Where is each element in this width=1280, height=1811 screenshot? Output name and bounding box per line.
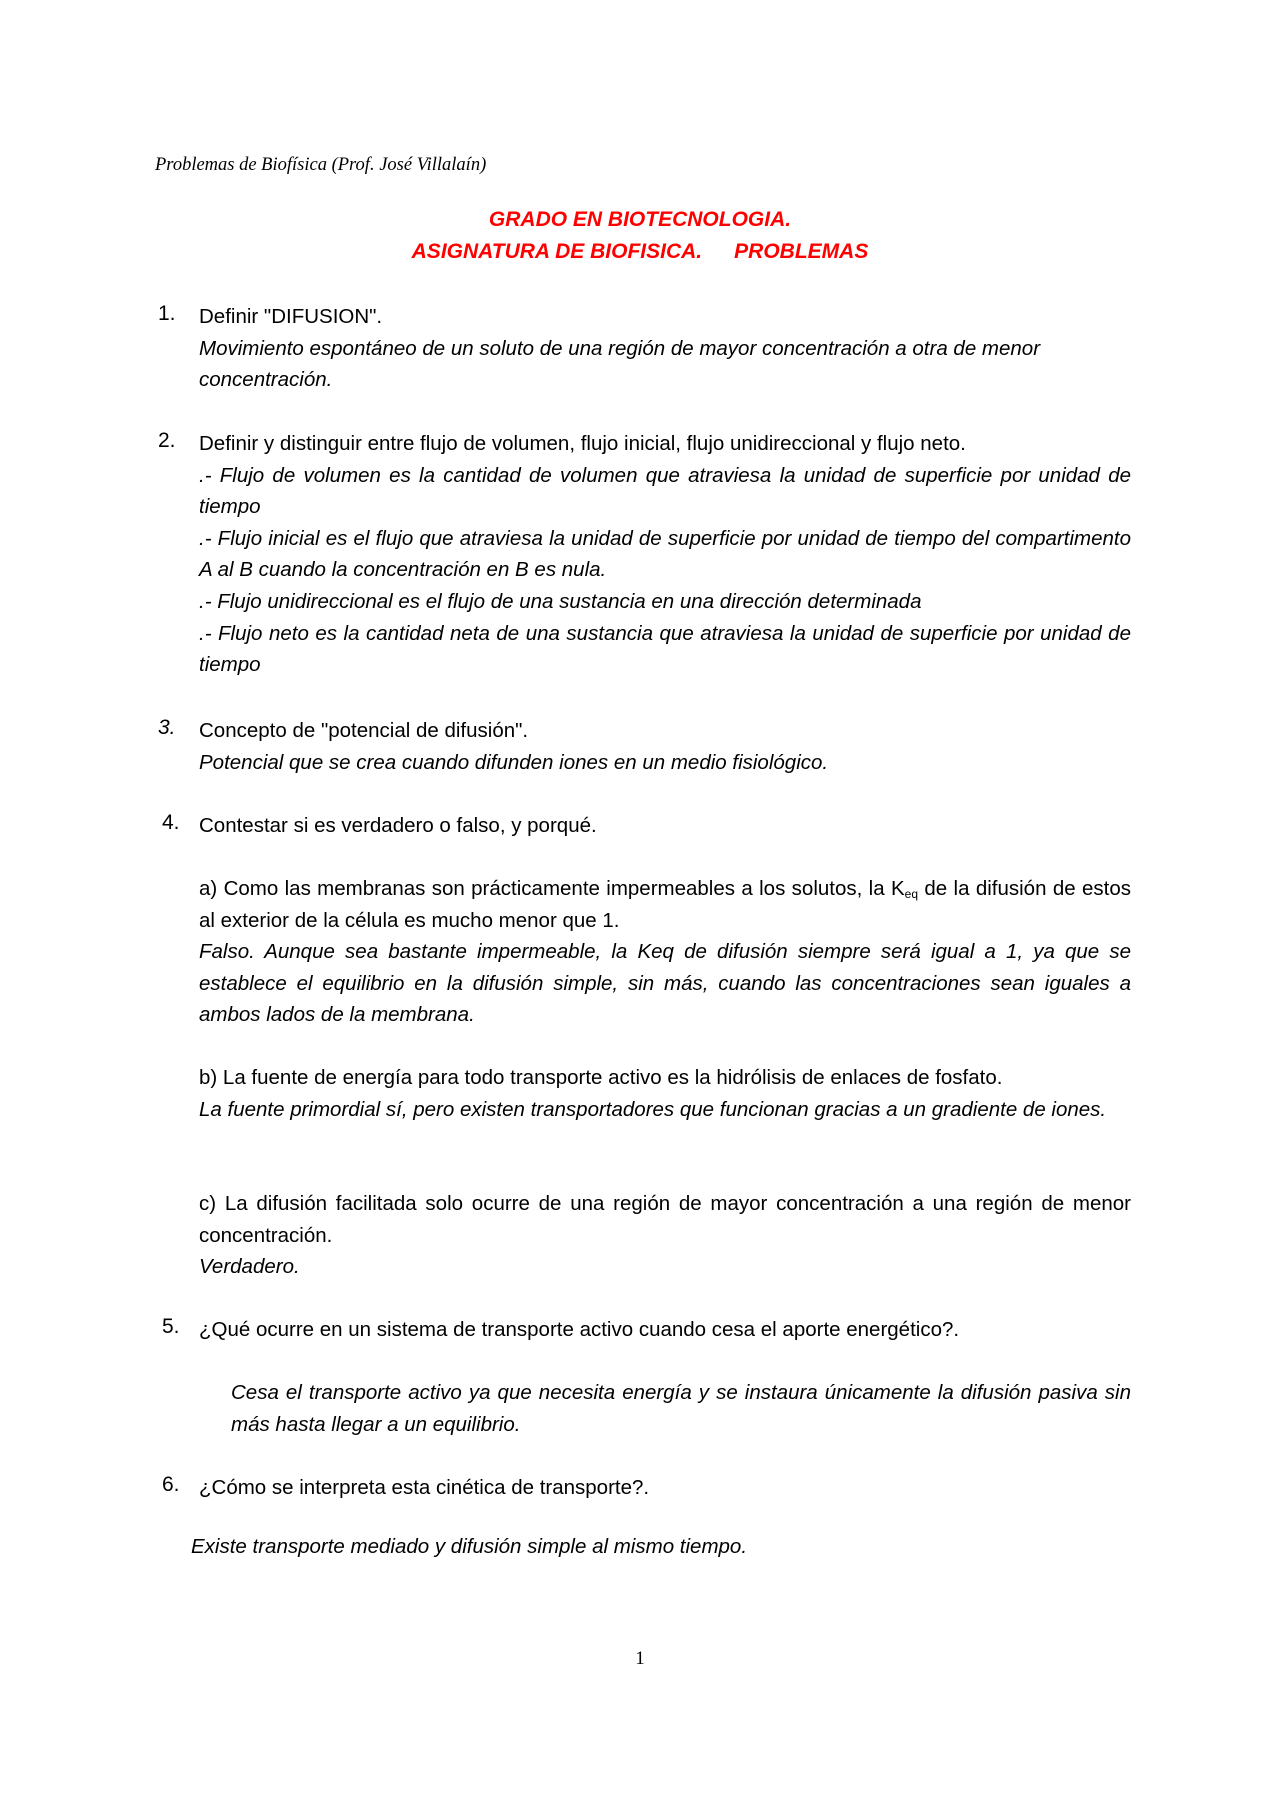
q4c-question: c) La difusión facilitada solo ocurre de una región de mayor concentración a una región de menor concentración. [199,1192,1131,1247]
q2-number: 2. [158,429,176,452]
q2-block [199,428,1131,681]
q5-answer: Cesa el transporte activo ya que necesita energía y se instaura únicamente la difusión pasiva sin más hasta llegar a un equilibrio. [231,1381,1131,1436]
q4-part-a [199,873,1131,1031]
q3-block [199,715,1131,778]
q4-part-c [199,1188,1131,1283]
q1-answer: Movimiento espontáneo de un soluto de una región de mayor concentración a otra de menor concentración. [199,336,1041,392]
q5-number: 5. [162,1315,180,1338]
q4a-question: a) Como las membranas son prácticamente impermeables a los solutos, la $K_{eq}$ de la difusión de estos al exterior de la célula es mucho menor que 1. [199,877,1131,932]
title-line-1: GRADO EN BIOTECNOLOGIA. [488,208,792,231]
q4b-answer: La fuente primordial sí, pero existen transportadores que funcionan gracias a un gradiente de iones. [199,1097,1107,1121]
q3-answer: Potencial que se crea cuando difunden iones en un medio fisiológico. [199,750,829,774]
q3-question: Concepto de "potencial de difusión". [199,719,529,742]
q1-block [199,301,1131,396]
q4c-answer: Verdadero. [199,1255,300,1279]
q5-block [199,1314,1131,1346]
title-problems: PROBLEMAS [734,240,869,263]
q4-block [199,810,1131,842]
q6-question: ¿Cómo se interpreta esta cinética de transporte?. [199,1476,650,1499]
q4-part-b [199,1062,1131,1125]
q4-number: 4. [162,811,180,834]
q6-number: 6. [162,1473,180,1496]
q4a-answer: Falso. Aunque sea bastante impermeable, la Keq de difusión siempre será igual a 1, ya que se establece el equilibrio en la difusión simple, sin más, cuando las concentraciones sean iguales a ambos lados de la membrana. [199,940,1131,1027]
title-course: ASIGNATURA DE BIOFISICA. [411,240,703,263]
q1-number: 1. [158,302,176,325]
q4b-question: b) La fuente de energía para todo transporte activo es la hidrólisis de enlaces de fosfato. [199,1066,1003,1089]
q6-block [199,1472,1131,1504]
q1-question: Definir "DIFUSION". [199,305,383,328]
q2-answer-net: .- Flujo neto es la cantidad neta de una sustancia que atraviesa la unidad de superficie por unidad de tiempo [199,621,1131,677]
page-number: 1 [635,1648,645,1669]
running-header: Problemas de Biofísica (Prof. José Villalaín) [155,155,487,175]
q2-answer-initial: .- Flujo inicial es el flujo que atraviesa la unidad de superficie por unidad de tiempo del compartimento A al B cuando la concentración en B es nula. [199,526,1131,582]
q2-question: Definir y distinguir entre flujo de volumen, flujo inicial, flujo unidireccional y flujo neto. [199,432,966,455]
q2-answer-unidirectional: .- Flujo unidireccional es el flujo de una sustancia en una dirección determinada [199,589,922,613]
q3-number: 3. [158,716,176,739]
q2-answer-volume: .- Flujo de volumen es la cantidad de volumen que atraviesa la unidad de superficie por unidad de tiempo [199,463,1131,519]
q4-question: Contestar si es verdadero o falso, y porqué. [199,814,597,837]
q5-question: ¿Qué ocurre en un sistema de transporte activo cuando cesa el aporte energético?. [199,1318,960,1341]
title-line-2 [0,240,1280,264]
q6-answer: Existe transporte mediado y difusión simple al mismo tiempo. [191,1535,748,1558]
